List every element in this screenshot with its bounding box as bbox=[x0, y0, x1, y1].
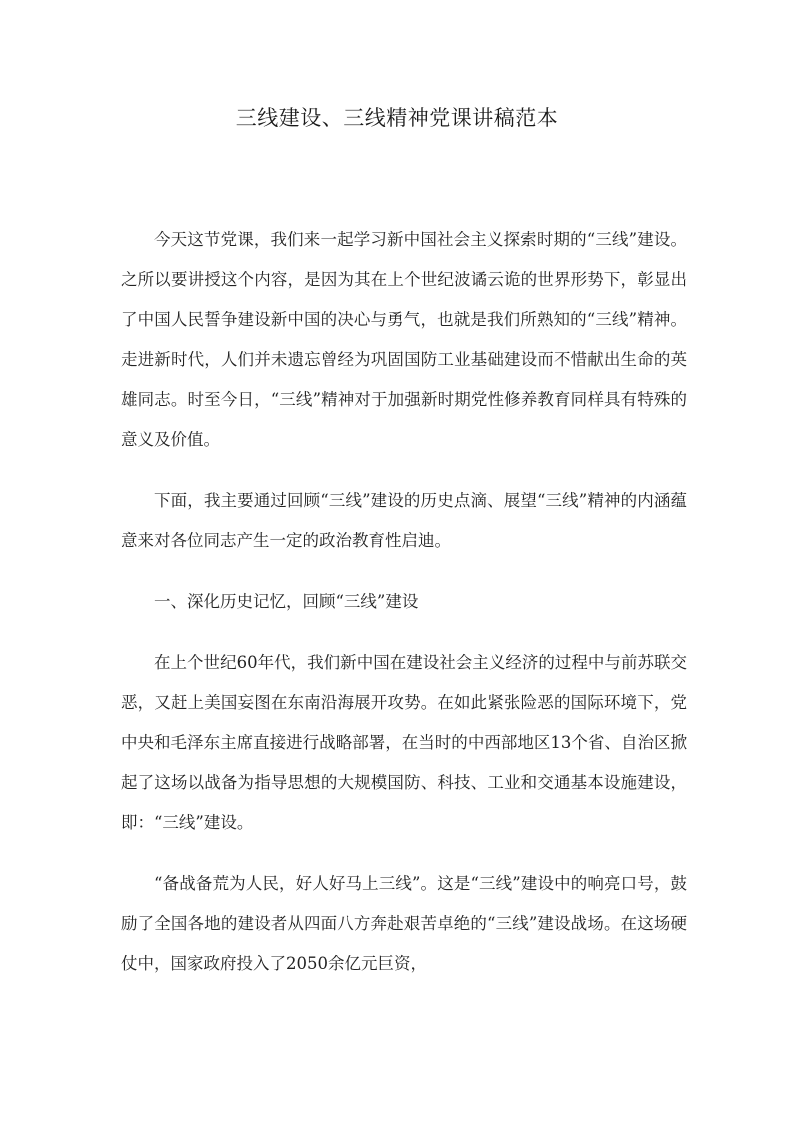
document-body bbox=[121, 220, 687, 1005]
section-heading-1: 一、深化历史记忆，回顾“三线”建设 bbox=[154, 592, 419, 611]
paragraph-slogan: “备战备荒为人民，好人好马上三线”。这是“三线”建设中的响亮口号，鼓励了全国各地的建设者从四面八方奔赴艰苦卓绝的“三线”建设战场。在这场硬仗中，国家政府投入了2050余亿元巨资， bbox=[121, 874, 687, 973]
paragraph-overview: 下面，我主要通过回顾“三线”建设的历史点滴、展望“三线”精神的内涵蕴意来对各位同志产生一定的政治教育性启迪。 bbox=[121, 491, 687, 550]
paragraph-history: 在上个世纪60年代，我们新中国在建设社会主义经济的过程中与前苏联交恶，又赶上美国妄图在东南沿海展开攻势。在如此紧张险恶的国际环境下，党中央和毛泽东主席直接进行战略部署，在当时的中西部地区13个省、自治区掀起了这场以战备为指导思想的大规模国防、科技、工业和交通基本设施建设，即：“三线”建设。 bbox=[121, 653, 687, 832]
paragraph-intro: 今天这节党课，我们来一起学习新中国社会主义探索时期的“三线”建设。之所以要讲授这个内容，是因为其在上个世纪波谲云诡的世界形势下，彰显出了中国人民誓争建设新中国的决心与勇气，也就是我们所熟知的“三线”精神。走进新时代，人们并未遗忘曾经为巩固国防工业基础建设而不惜献出生命的英雄同志。时至今日，“三线”精神对于加强新时期党性修养教育同样具有特殊的意义及价值。 bbox=[121, 230, 687, 449]
document-title: 三线建设、三线精神党课讲稿范本 bbox=[235, 106, 559, 130]
